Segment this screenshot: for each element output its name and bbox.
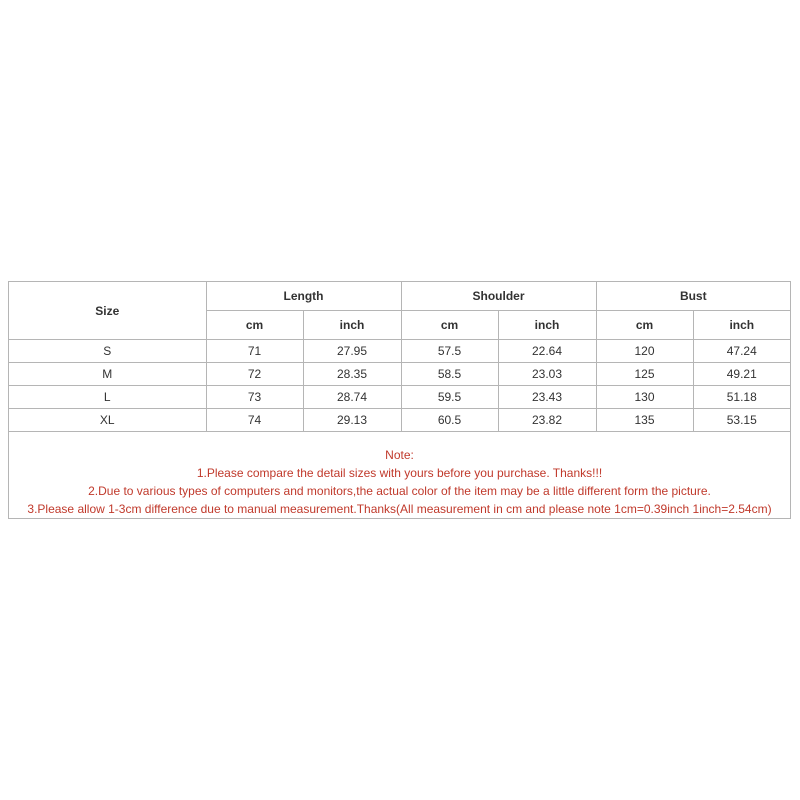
measurement-cell: 23.03 xyxy=(498,363,596,386)
measurement-cell: 27.95 xyxy=(303,340,401,363)
note-line-3: 3.Please allow 1-3cm difference due to manual measurement.Thanks(All measurement in cm and please note 1cm=0.39inch 1inch=2.54cm) xyxy=(27,502,772,516)
size-table xyxy=(9,282,790,432)
size-cell: XL xyxy=(9,409,206,432)
length-inch-header: inch xyxy=(303,311,401,340)
measurement-cell: 29.13 xyxy=(303,409,401,432)
size-column-header: Size xyxy=(9,282,206,340)
shoulder-header: Shoulder xyxy=(401,282,596,311)
measurement-cell: 51.18 xyxy=(693,386,790,409)
table-row xyxy=(9,386,790,409)
length-header: Length xyxy=(206,282,401,311)
measurement-cell: 28.35 xyxy=(303,363,401,386)
measurement-cell: 23.43 xyxy=(498,386,596,409)
table-body xyxy=(9,340,790,432)
measurement-cell: 22.64 xyxy=(498,340,596,363)
measurement-cell: 49.21 xyxy=(693,363,790,386)
bust-inch-header: inch xyxy=(693,311,790,340)
measurement-cell: 125 xyxy=(596,363,693,386)
measurement-cell: 74 xyxy=(206,409,303,432)
table-row xyxy=(9,340,790,363)
table-row xyxy=(9,409,790,432)
notes-section xyxy=(9,446,790,518)
size-chart xyxy=(8,281,791,519)
note-line-1: 1.Please compare the detail sizes with yours before you purchase. Thanks!!! xyxy=(196,466,603,480)
size-cell: L xyxy=(9,386,206,409)
measurement-cell: 72 xyxy=(206,363,303,386)
measurement-cell: 57.5 xyxy=(401,340,498,363)
measurement-cell: 23.82 xyxy=(498,409,596,432)
measurement-cell: 73 xyxy=(206,386,303,409)
shoulder-inch-header: inch xyxy=(498,311,596,340)
size-cell: M xyxy=(9,363,206,386)
measurement-cell: 120 xyxy=(596,340,693,363)
measurement-cell: 60.5 xyxy=(401,409,498,432)
note-title: Note: xyxy=(385,448,414,462)
size-cell: S xyxy=(9,340,206,363)
length-cm-header: cm xyxy=(206,311,303,340)
measurement-cell: 58.5 xyxy=(401,363,498,386)
measurement-cell: 135 xyxy=(596,409,693,432)
measurement-cell: 53.15 xyxy=(693,409,790,432)
shoulder-cm-header: cm xyxy=(401,311,498,340)
header-row-groups xyxy=(9,282,790,311)
measurement-cell: 47.24 xyxy=(693,340,790,363)
note-line-2: 2.Due to various types of computers and monitors,the actual color of the item may be a little different form the picture. xyxy=(88,484,711,498)
measurement-cell: 130 xyxy=(596,386,693,409)
measurement-cell: 71 xyxy=(206,340,303,363)
measurement-cell: 59.5 xyxy=(401,386,498,409)
measurement-cell: 28.74 xyxy=(303,386,401,409)
table-row xyxy=(9,363,790,386)
bust-header: Bust xyxy=(596,282,790,311)
bust-cm-header: cm xyxy=(596,311,693,340)
